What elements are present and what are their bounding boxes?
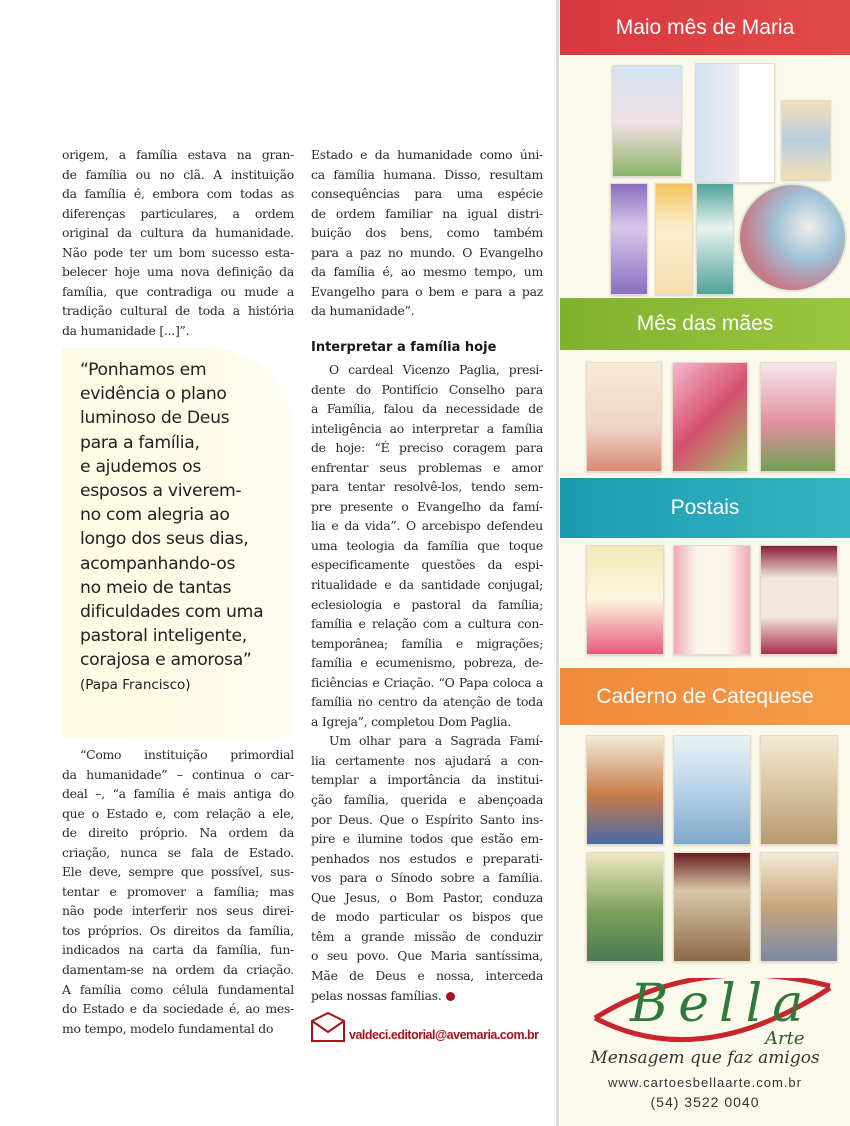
- product-image: [610, 183, 648, 295]
- text-line: pre presente o Evangelho da famí-: [311, 498, 543, 514]
- product-image: [781, 100, 831, 180]
- text-line: “Como instituição primordial: [80, 747, 294, 762]
- product-image: [738, 183, 847, 292]
- bella-arte-logo: [560, 970, 850, 1126]
- text-line: eclesiologia e pastoral da família;: [311, 596, 543, 612]
- text-line: a Família, falou da necessidade de: [311, 401, 543, 417]
- text-line: tentar e promover a família; mas: [62, 883, 294, 899]
- ad-phone: (54) 3522 0040: [650, 1094, 760, 1110]
- text-line: tradição cultural de toda a história: [62, 303, 294, 319]
- text-line: de direito próprio. Na ordem da: [62, 825, 294, 841]
- text-line: origem, a família estava na gran-: [62, 147, 294, 162]
- pull-quote-line: no com alegria ao: [80, 505, 230, 526]
- text-line: templar a importância da institui-: [311, 772, 543, 788]
- text-line: da humanidade”.: [311, 303, 415, 319]
- ad-website[interactable]: www.cartoesbellaarte.com.br: [608, 1075, 802, 1090]
- text-line: não pode interferir nos seus direi-: [62, 903, 294, 919]
- product-image: [695, 63, 775, 183]
- pull-quote-line: para a família,: [80, 432, 200, 453]
- product-image: [586, 362, 662, 472]
- text-line: mo tempo, modelo fundamental do: [62, 1020, 274, 1036]
- text-line: dente do Pontifício Conselho para: [311, 381, 543, 397]
- text-line: pelas nossas famílias.: [311, 986, 543, 1006]
- text-line: têm a grande missão de conduzir: [311, 928, 543, 944]
- product-image: [586, 545, 664, 655]
- ad-section-catequese: Caderno de Catequese: [560, 668, 850, 725]
- product-image: [586, 735, 664, 845]
- text-line: de ordem familiar na igual distri-: [311, 205, 543, 221]
- text-line: Evangelho para o bem e para a paz: [311, 283, 543, 299]
- text-line: para a paz no mundo. O Evangelho: [311, 244, 543, 260]
- pull-quote-line: e ajudemos os: [80, 456, 201, 477]
- author-email[interactable]: [310, 1012, 539, 1042]
- text-line: ca família humana. Disso, resultam: [311, 166, 543, 182]
- text-line: Não pode ter um bom sucesso esta-: [62, 244, 294, 260]
- product-image: [655, 183, 693, 295]
- pull-quote-line: pastoral inteligente,: [80, 626, 247, 647]
- text-line: Mãe de Deus e nossa, interceda: [311, 967, 543, 983]
- product-image: [673, 735, 751, 845]
- product-image: [612, 65, 682, 177]
- text-line: ção família, querida e abençoada: [311, 792, 543, 808]
- text-line: A família como célula fundamental: [62, 981, 294, 997]
- text-line: ritualidade e da santidade conjugal;: [311, 577, 543, 593]
- pull-quote-text: [62, 348, 294, 673]
- pull-quote-line: longo dos seus dias,: [80, 529, 249, 550]
- text-line: temporânea; família e migrações;: [311, 635, 543, 651]
- text-line: ficiências e Criação. “O Papa coloca a: [311, 674, 543, 690]
- text-line: família e relação com a cultura con-: [311, 616, 543, 632]
- text-line: indicados na carta da família, fun-: [62, 942, 294, 958]
- text-line: vos para o Sínodo sobre a família.: [311, 870, 543, 886]
- product-image: [760, 852, 838, 962]
- pull-quote-line: luminoso de Deus: [80, 408, 230, 429]
- text-line: que o Estado e, com relação a ele,: [62, 805, 294, 821]
- text-line: especificamente questões da espi-: [311, 557, 543, 573]
- text-line: Um olhar para a Sagrada Famí-: [329, 733, 543, 749]
- product-image: [760, 735, 838, 845]
- ad-section-maes: Mês das mães: [560, 298, 850, 350]
- article-column-2-bottom: [311, 360, 543, 1005]
- text-line: da humanidade” – continua o car-: [62, 766, 294, 782]
- text-line: pire e ilumine todos que estão em-: [311, 831, 543, 847]
- text-line: lia certamente nos ajudará a con-: [311, 752, 543, 768]
- pull-quote-line: acompanhando-os: [80, 553, 236, 574]
- pull-quote-line: esposos a viverem-: [80, 481, 242, 502]
- pull-quote-line: dificuldades com uma: [80, 602, 264, 623]
- text-line: Estado e da humanidade como úni-: [311, 147, 543, 162]
- text-line: da humanidade [...]”.: [62, 322, 190, 338]
- text-line: consequências para uma espécie: [311, 186, 543, 202]
- text-line: diferenças particulares, a ordem: [62, 205, 294, 221]
- text-line: família no centro da atenção de toda: [311, 694, 543, 710]
- text-line: criação, nunca se fala de Estado.: [62, 844, 294, 860]
- text-line: de modo particular os bispos que: [311, 909, 543, 925]
- envelope-icon: [310, 1012, 346, 1042]
- pull-quote: [62, 348, 294, 738]
- text-line: o seu povo. Que Maria santíssima,: [311, 948, 543, 964]
- article-column-1-bottom: [62, 745, 294, 1038]
- text-line: damentam-se na ordem da criação.: [62, 962, 294, 978]
- text-line: original da cultura da humanidade.: [62, 225, 294, 241]
- pull-quote-line: no meio de tantas: [80, 577, 232, 598]
- product-image: [760, 362, 836, 472]
- text-line: O cardeal Vicenzo Paglia, presi-: [329, 362, 543, 377]
- text-line: de família ou no clã. A instituição: [62, 166, 294, 182]
- text-line: por Deus. Que o Espírito Santo ins-: [311, 811, 543, 827]
- pull-quote-line: evidência o plano: [80, 384, 227, 405]
- product-image: [586, 852, 664, 962]
- text-line: a Igreja”, completou Dom Paglia.: [311, 713, 512, 729]
- text-line: inteligência ao interpretar a família: [311, 420, 543, 436]
- text-line: uma teologia da família que toque: [311, 537, 543, 553]
- text-line: de hoje: “É preciso coragem para: [311, 440, 543, 456]
- text-line: lia e da vida”. O arcebispo defendeu: [311, 518, 543, 534]
- ad-section-postais: Postais: [560, 478, 850, 538]
- email-address[interactable]: valdeci.editorial@avemaria.com.br: [349, 1028, 539, 1042]
- text-line: belecer hoje uma nova definição da: [62, 264, 294, 280]
- product-image: [673, 852, 751, 962]
- text-line: família e ecumenismo, pobreza, de-: [311, 655, 543, 671]
- text-line: do Estado e da sociedade é, ao mes-: [62, 1001, 294, 1017]
- product-image: [673, 545, 751, 655]
- column-divider: [556, 0, 559, 1126]
- text-line: para tentar resolvê-los, tendo sem-: [311, 479, 543, 495]
- text-line: buição dos bens, como também: [311, 225, 543, 241]
- article-column-2-top: [311, 145, 543, 321]
- ad-slogan: Mensagem que faz amigos: [590, 1048, 820, 1068]
- pull-quote-source: (Papa Francisco): [80, 676, 191, 693]
- text-line: da família é, ao mesmo tempo, um: [311, 264, 543, 280]
- text-line: deal –, “a família é mais antiga do: [62, 786, 294, 802]
- ad-section-maio: Maio mês de Maria: [560, 0, 850, 55]
- article-column-1-top: [62, 145, 294, 340]
- pull-quote-line: corajosa e amorosa”: [80, 650, 252, 671]
- product-image: [760, 545, 838, 655]
- brand-sub: Arte: [765, 1028, 805, 1049]
- pull-quote-line: “Ponhamos em: [80, 360, 207, 380]
- text-line: família, que contradiga ou mude a: [62, 283, 294, 299]
- text-line: penhados nos estudos e preparati-: [311, 850, 543, 866]
- end-of-article-mark: [446, 992, 455, 1001]
- advertisement[interactable]: [560, 0, 850, 1126]
- text-line: enfrentar seus problemas e amor: [311, 459, 543, 475]
- text-line: tos próprios. Os direitos da família,: [62, 922, 294, 938]
- product-image: [672, 362, 748, 472]
- text-line: da família é, embora com todas as: [62, 186, 294, 202]
- product-image: [696, 183, 734, 295]
- section-heading: Interpretar a família hoje: [311, 340, 497, 355]
- text-line: Ele deve, sempre que possível, sus-: [62, 864, 294, 880]
- text-line: Que Jesus, o Bom Pastor, conduza: [311, 889, 543, 905]
- brand-name: Bella: [630, 974, 814, 1034]
